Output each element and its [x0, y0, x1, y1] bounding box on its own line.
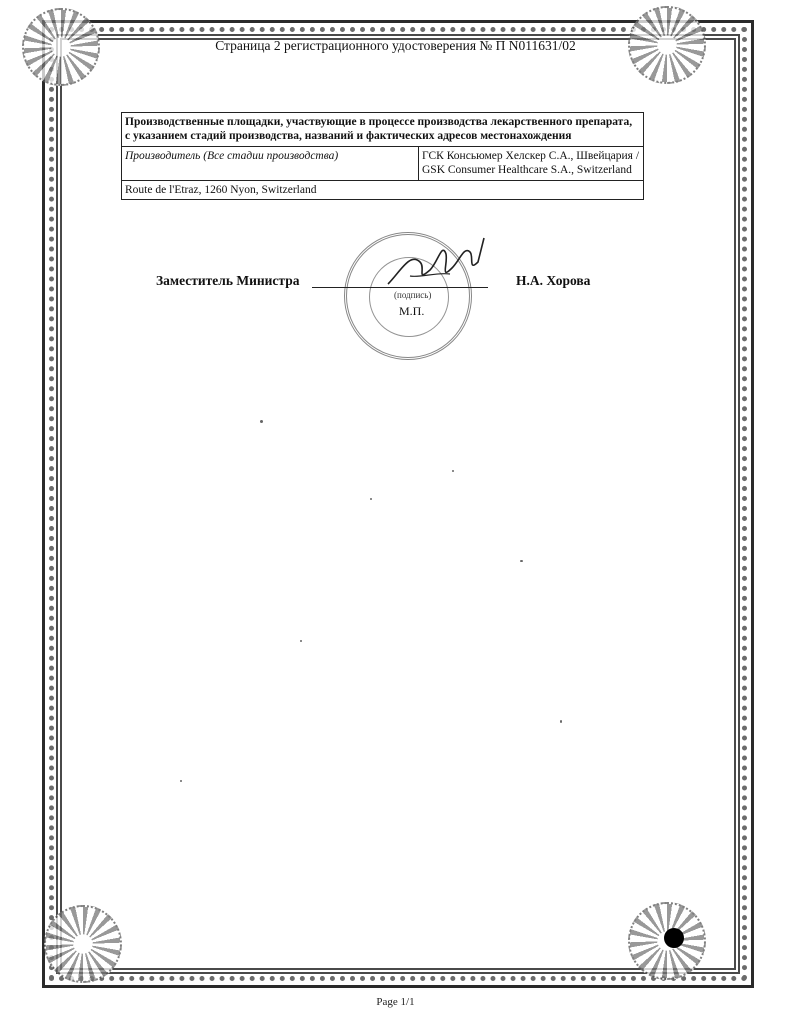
page-title: Страница 2 регистрационного удостоверения № П N011631/02 [215, 38, 576, 53]
table-row [122, 180, 644, 199]
manufacturer-company-cell: ГСК Консьюмер Хелскер С.А., Швейцария / GSK Consumer Healthcare S.A., Switzerland [419, 146, 644, 180]
manufacturer-role-cell: Производитель (Все стадии производства) [122, 146, 419, 180]
signatory-position: Заместитель Министра [156, 273, 300, 288]
scan-noise [180, 780, 182, 782]
signatory-name: Н.А. Хорова [516, 273, 591, 288]
corner-rosette-icon [44, 905, 122, 983]
handwritten-signature [380, 232, 490, 292]
signature-caption: (подпись) [394, 290, 432, 300]
signature-line [312, 287, 488, 288]
page-footer: Page 1/1 [376, 996, 415, 1008]
table-header-cell: Производственные площадки, участвующие в процессе производства лекарственного препарата, с указанием стадий производства, названий и фактических адресов местонахождения [122, 113, 644, 147]
scan-noise [560, 720, 562, 723]
scan-noise [300, 640, 302, 642]
table-row [122, 113, 644, 147]
scan-noise [260, 420, 263, 423]
scan-noise [370, 498, 372, 500]
punch-hole [664, 928, 684, 948]
scan-noise [452, 470, 454, 472]
production-sites-table [121, 112, 644, 200]
table-row [122, 146, 644, 180]
seal-place-mark: М.П. [399, 304, 425, 318]
scan-noise [520, 560, 523, 562]
manufacturer-address-cell: Route de l'Etraz, 1260 Nyon, Switzerland [122, 180, 644, 199]
